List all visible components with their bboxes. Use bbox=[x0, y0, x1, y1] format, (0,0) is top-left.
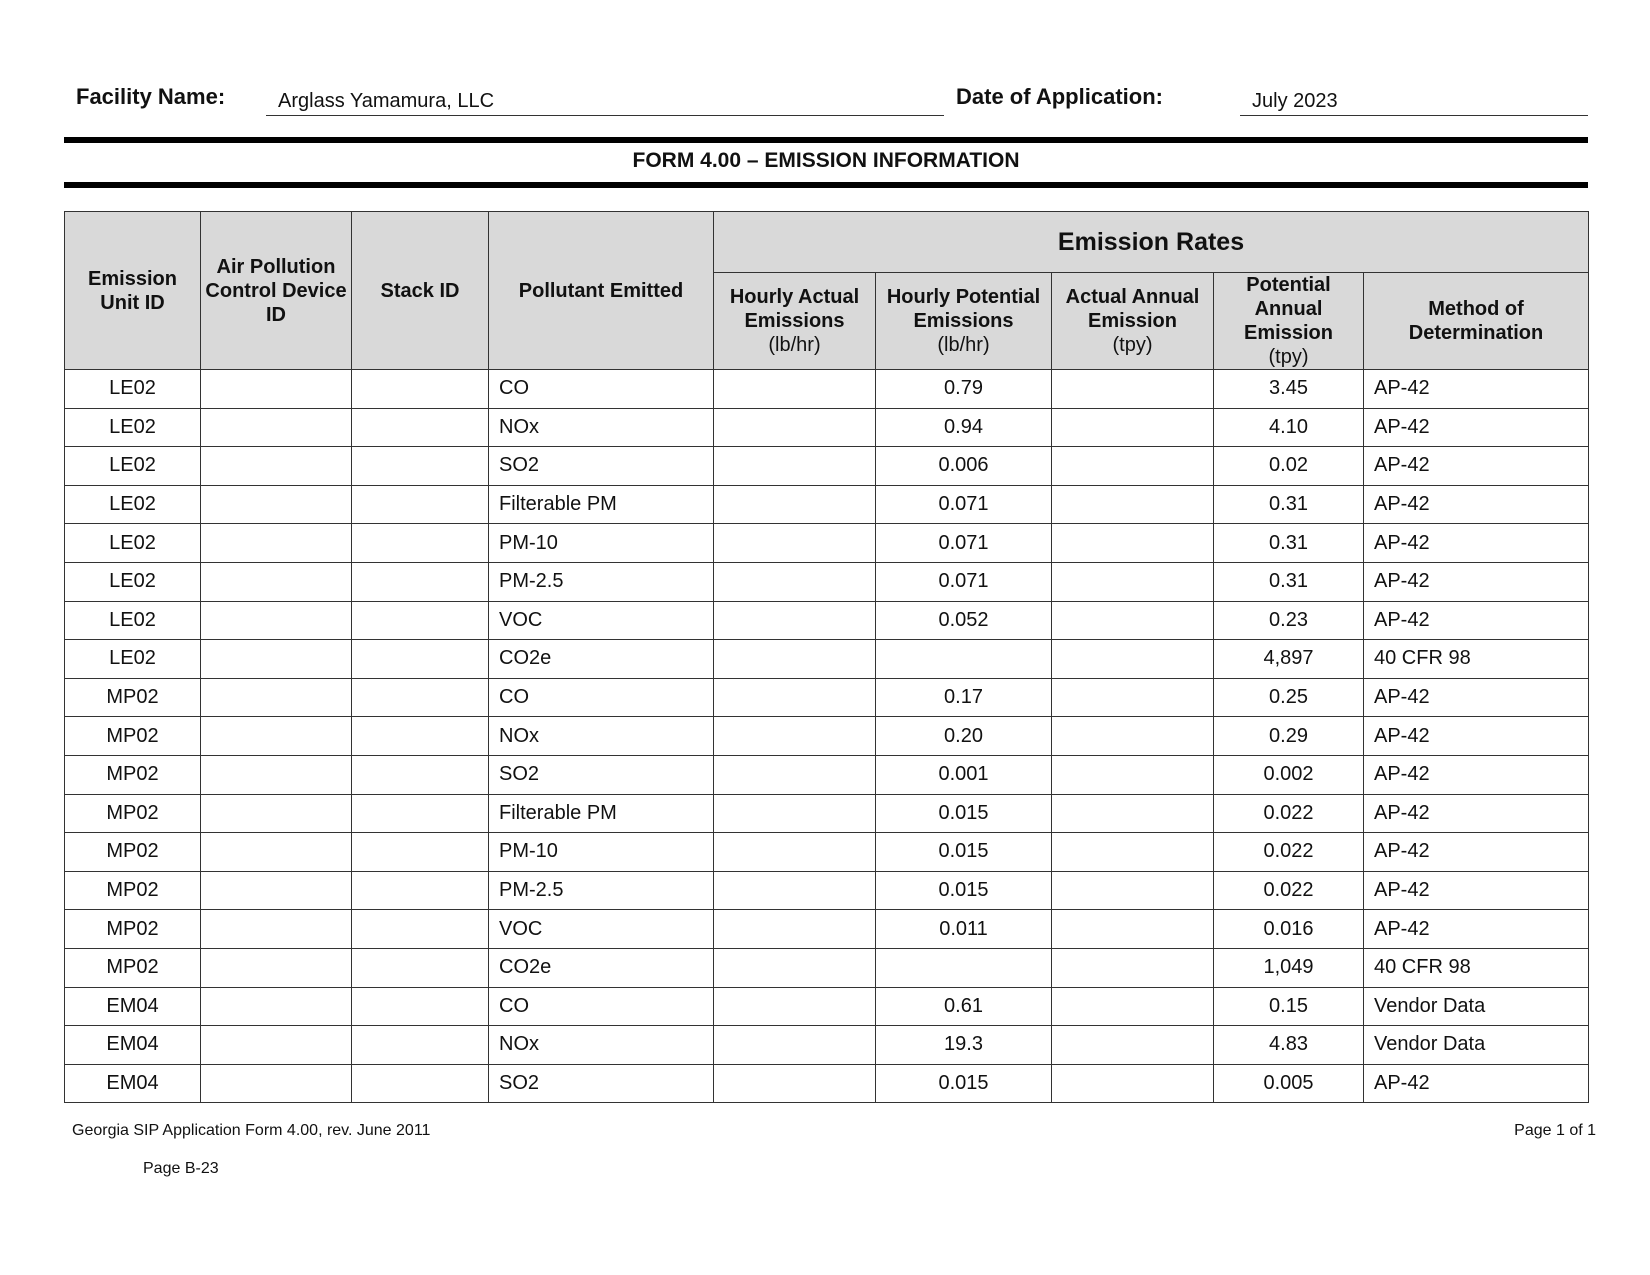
cell-apc-device-id bbox=[201, 755, 352, 794]
cell-method: AP-42 bbox=[1364, 447, 1589, 486]
cell-actual-annual bbox=[1052, 678, 1214, 717]
cell-potential-annual: 0.022 bbox=[1214, 794, 1364, 833]
top-divider bbox=[64, 137, 1588, 143]
cell-apc-device-id bbox=[201, 1064, 352, 1103]
cell-apc-device-id bbox=[201, 794, 352, 833]
facility-name-value: Arglass Yamamura, LLC bbox=[266, 90, 944, 116]
cell-pollutant: Filterable PM bbox=[489, 794, 714, 833]
cell-stack-id bbox=[352, 601, 489, 640]
cell-hourly-actual bbox=[714, 833, 876, 872]
header-emission-unit-id: Emission Unit ID bbox=[65, 212, 201, 370]
cell-stack-id bbox=[352, 755, 489, 794]
date-of-application-value: July 2023 bbox=[1240, 90, 1588, 116]
page-reference-footer: Page B-23 bbox=[143, 1160, 219, 1177]
cell-hourly-actual bbox=[714, 678, 876, 717]
cell-hourly-potential: 0.015 bbox=[876, 833, 1052, 872]
cell-actual-annual bbox=[1052, 1026, 1214, 1065]
cell-hourly-actual bbox=[714, 1064, 876, 1103]
cell-stack-id bbox=[352, 408, 489, 447]
cell-method: AP-42 bbox=[1364, 871, 1589, 910]
cell-potential-annual: 0.29 bbox=[1214, 717, 1364, 756]
cell-emission-unit-id: LE02 bbox=[65, 408, 201, 447]
header-actual-annual-unit: (tpy) bbox=[1112, 334, 1153, 356]
table-row bbox=[65, 524, 1589, 563]
cell-pollutant: PM-2.5 bbox=[489, 562, 714, 601]
cell-method: 40 CFR 98 bbox=[1364, 948, 1589, 987]
cell-emission-unit-id: LE02 bbox=[65, 601, 201, 640]
cell-stack-id bbox=[352, 987, 489, 1026]
cell-emission-unit-id: MP02 bbox=[65, 948, 201, 987]
cell-hourly-actual bbox=[714, 717, 876, 756]
cell-pollutant: NOx bbox=[489, 408, 714, 447]
cell-pollutant: CO bbox=[489, 678, 714, 717]
cell-stack-id bbox=[352, 910, 489, 949]
cell-stack-id bbox=[352, 524, 489, 563]
cell-pollutant: NOx bbox=[489, 717, 714, 756]
cell-pollutant: NOx bbox=[489, 1026, 714, 1065]
cell-potential-annual: 0.15 bbox=[1214, 987, 1364, 1026]
cell-actual-annual bbox=[1052, 447, 1214, 486]
cell-apc-device-id bbox=[201, 562, 352, 601]
cell-actual-annual bbox=[1052, 948, 1214, 987]
cell-pollutant: SO2 bbox=[489, 1064, 714, 1103]
cell-actual-annual bbox=[1052, 640, 1214, 679]
header-pollutant-emitted: Pollutant Emitted bbox=[489, 212, 714, 370]
cell-actual-annual bbox=[1052, 1064, 1214, 1103]
cell-emission-unit-id: LE02 bbox=[65, 485, 201, 524]
cell-actual-annual bbox=[1052, 833, 1214, 872]
cell-hourly-potential: 19.3 bbox=[876, 1026, 1052, 1065]
header-hourly-potential-text: Hourly Potential Emissions bbox=[886, 286, 1041, 332]
cell-apc-device-id bbox=[201, 833, 352, 872]
cell-hourly-potential bbox=[876, 640, 1052, 679]
cell-hourly-actual bbox=[714, 640, 876, 679]
cell-apc-device-id bbox=[201, 370, 352, 409]
cell-method: AP-42 bbox=[1364, 1064, 1589, 1103]
cell-hourly-potential: 0.071 bbox=[876, 485, 1052, 524]
header-hourly-actual-unit: (lb/hr) bbox=[768, 334, 821, 356]
cell-hourly-potential: 0.015 bbox=[876, 871, 1052, 910]
cell-hourly-actual bbox=[714, 447, 876, 486]
cell-method: Vendor Data bbox=[1364, 987, 1589, 1026]
table-row bbox=[65, 1026, 1589, 1065]
header-hourly-potential-unit: (lb/hr) bbox=[937, 334, 990, 356]
cell-apc-device-id bbox=[201, 948, 352, 987]
cell-pollutant: PM-10 bbox=[489, 524, 714, 563]
cell-actual-annual bbox=[1052, 717, 1214, 756]
header bbox=[64, 84, 1588, 114]
cell-apc-device-id bbox=[201, 678, 352, 717]
cell-hourly-potential: 0.94 bbox=[876, 408, 1052, 447]
cell-actual-annual bbox=[1052, 987, 1214, 1026]
cell-hourly-potential: 0.071 bbox=[876, 562, 1052, 601]
header-potential-annual bbox=[1214, 273, 1364, 370]
header-hourly-actual-text: Hourly Actual Emissions bbox=[729, 286, 860, 332]
facility-name-label: Facility Name: bbox=[76, 84, 226, 109]
cell-actual-annual bbox=[1052, 524, 1214, 563]
form-revision-footer: Georgia SIP Application Form 4.00, rev. June 2011 bbox=[72, 1122, 431, 1139]
cell-hourly-actual bbox=[714, 370, 876, 409]
cell-method: AP-42 bbox=[1364, 408, 1589, 447]
header-emission-rates: Emission Rates bbox=[714, 212, 1589, 273]
cell-potential-annual: 4.10 bbox=[1214, 408, 1364, 447]
table-row bbox=[65, 408, 1589, 447]
cell-hourly-potential: 0.001 bbox=[876, 755, 1052, 794]
cell-actual-annual bbox=[1052, 794, 1214, 833]
table-row bbox=[65, 485, 1589, 524]
cell-actual-annual bbox=[1052, 485, 1214, 524]
table-row bbox=[65, 601, 1589, 640]
header-hourly-potential bbox=[876, 273, 1052, 370]
cell-method: AP-42 bbox=[1364, 485, 1589, 524]
cell-potential-annual: 3.45 bbox=[1214, 370, 1364, 409]
cell-stack-id bbox=[352, 640, 489, 679]
cell-hourly-potential: 0.052 bbox=[876, 601, 1052, 640]
table-row bbox=[65, 833, 1589, 872]
cell-stack-id bbox=[352, 485, 489, 524]
cell-method: AP-42 bbox=[1364, 717, 1589, 756]
cell-hourly-potential: 0.79 bbox=[876, 370, 1052, 409]
cell-emission-unit-id: EM04 bbox=[65, 1026, 201, 1065]
cell-pollutant: Filterable PM bbox=[489, 485, 714, 524]
cell-potential-annual: 0.25 bbox=[1214, 678, 1364, 717]
cell-method: Vendor Data bbox=[1364, 1026, 1589, 1065]
cell-pollutant: CO bbox=[489, 987, 714, 1026]
cell-emission-unit-id: MP02 bbox=[65, 871, 201, 910]
cell-pollutant: PM-2.5 bbox=[489, 871, 714, 910]
cell-emission-unit-id: EM04 bbox=[65, 987, 201, 1026]
cell-pollutant: PM-10 bbox=[489, 833, 714, 872]
cell-apc-device-id bbox=[201, 447, 352, 486]
cell-apc-device-id bbox=[201, 408, 352, 447]
emission-table-body bbox=[65, 370, 1589, 1103]
cell-potential-annual: 0.002 bbox=[1214, 755, 1364, 794]
cell-apc-device-id bbox=[201, 524, 352, 563]
cell-potential-annual: 0.31 bbox=[1214, 485, 1364, 524]
cell-emission-unit-id: LE02 bbox=[65, 562, 201, 601]
cell-apc-device-id bbox=[201, 871, 352, 910]
header-hourly-actual bbox=[714, 273, 876, 370]
cell-apc-device-id bbox=[201, 910, 352, 949]
cell-actual-annual bbox=[1052, 601, 1214, 640]
cell-pollutant: CO bbox=[489, 370, 714, 409]
cell-method: AP-42 bbox=[1364, 794, 1589, 833]
table-row bbox=[65, 717, 1589, 756]
cell-method: AP-42 bbox=[1364, 562, 1589, 601]
emission-table bbox=[64, 211, 1589, 1103]
cell-potential-annual: 1,049 bbox=[1214, 948, 1364, 987]
cell-hourly-actual bbox=[714, 408, 876, 447]
header-potential-annual-unit: (tpy) bbox=[1268, 346, 1309, 368]
cell-potential-annual: 0.31 bbox=[1214, 562, 1364, 601]
cell-emission-unit-id: MP02 bbox=[65, 717, 201, 756]
table-row bbox=[65, 1064, 1589, 1103]
cell-actual-annual bbox=[1052, 562, 1214, 601]
cell-pollutant: VOC bbox=[489, 910, 714, 949]
table-row bbox=[65, 948, 1589, 987]
cell-pollutant: SO2 bbox=[489, 755, 714, 794]
cell-hourly-actual bbox=[714, 601, 876, 640]
cell-method: AP-42 bbox=[1364, 524, 1589, 563]
cell-hourly-actual bbox=[714, 871, 876, 910]
cell-method: AP-42 bbox=[1364, 601, 1589, 640]
cell-method: AP-42 bbox=[1364, 678, 1589, 717]
cell-stack-id bbox=[352, 678, 489, 717]
header-method-of-determination: Method of Determination bbox=[1364, 273, 1589, 370]
cell-hourly-actual bbox=[714, 562, 876, 601]
cell-hourly-potential: 0.20 bbox=[876, 717, 1052, 756]
cell-hourly-actual bbox=[714, 987, 876, 1026]
cell-hourly-potential: 0.17 bbox=[876, 678, 1052, 717]
cell-potential-annual: 4,897 bbox=[1214, 640, 1364, 679]
cell-stack-id bbox=[352, 562, 489, 601]
cell-hourly-potential: 0.61 bbox=[876, 987, 1052, 1026]
cell-emission-unit-id: LE02 bbox=[65, 447, 201, 486]
cell-apc-device-id bbox=[201, 987, 352, 1026]
date-of-application-label: Date of Application: bbox=[956, 84, 1163, 109]
cell-hourly-potential: 0.006 bbox=[876, 447, 1052, 486]
cell-emission-unit-id: MP02 bbox=[65, 755, 201, 794]
cell-potential-annual: 0.02 bbox=[1214, 447, 1364, 486]
cell-hourly-actual bbox=[714, 948, 876, 987]
header-apc-device-id: Air Pollution Control Device ID bbox=[201, 212, 352, 370]
cell-hourly-potential: 0.011 bbox=[876, 910, 1052, 949]
cell-emission-unit-id: MP02 bbox=[65, 794, 201, 833]
cell-emission-unit-id: LE02 bbox=[65, 524, 201, 563]
cell-pollutant: CO2e bbox=[489, 640, 714, 679]
table-row bbox=[65, 640, 1589, 679]
cell-apc-device-id bbox=[201, 601, 352, 640]
cell-potential-annual: 0.23 bbox=[1214, 601, 1364, 640]
cell-apc-device-id bbox=[201, 1026, 352, 1065]
cell-hourly-actual bbox=[714, 524, 876, 563]
header-actual-annual-text: Actual Annual Emission bbox=[1065, 286, 1200, 332]
table-row bbox=[65, 678, 1589, 717]
cell-stack-id bbox=[352, 1026, 489, 1065]
page-count-footer: Page 1 of 1 bbox=[1514, 1122, 1596, 1139]
cell-emission-unit-id: LE02 bbox=[65, 640, 201, 679]
cell-hourly-actual bbox=[714, 910, 876, 949]
table-row bbox=[65, 910, 1589, 949]
cell-apc-device-id bbox=[201, 640, 352, 679]
cell-stack-id bbox=[352, 871, 489, 910]
cell-method: AP-42 bbox=[1364, 370, 1589, 409]
table-row bbox=[65, 794, 1589, 833]
cell-stack-id bbox=[352, 794, 489, 833]
cell-method: AP-42 bbox=[1364, 910, 1589, 949]
cell-emission-unit-id: MP02 bbox=[65, 910, 201, 949]
cell-method: 40 CFR 98 bbox=[1364, 640, 1589, 679]
cell-actual-annual bbox=[1052, 871, 1214, 910]
cell-emission-unit-id: EM04 bbox=[65, 1064, 201, 1103]
cell-actual-annual bbox=[1052, 408, 1214, 447]
cell-apc-device-id bbox=[201, 485, 352, 524]
cell-hourly-potential: 0.015 bbox=[876, 1064, 1052, 1103]
cell-stack-id bbox=[352, 1064, 489, 1103]
cell-pollutant: VOC bbox=[489, 601, 714, 640]
header-potential-annual-text: Potential Annual Emission bbox=[1244, 274, 1333, 344]
cell-hourly-actual bbox=[714, 485, 876, 524]
cell-pollutant: SO2 bbox=[489, 447, 714, 486]
cell-stack-id bbox=[352, 833, 489, 872]
cell-emission-unit-id: LE02 bbox=[65, 370, 201, 409]
table-row bbox=[65, 871, 1589, 910]
header-stack-id: Stack ID bbox=[352, 212, 489, 370]
bottom-divider bbox=[64, 182, 1588, 188]
cell-method: AP-42 bbox=[1364, 755, 1589, 794]
table-row bbox=[65, 755, 1589, 794]
cell-method: AP-42 bbox=[1364, 833, 1589, 872]
cell-stack-id bbox=[352, 948, 489, 987]
cell-potential-annual: 0.022 bbox=[1214, 833, 1364, 872]
cell-hourly-actual bbox=[714, 1026, 876, 1065]
form-title: FORM 4.00 – EMISSION INFORMATION bbox=[632, 149, 1020, 172]
cell-hourly-actual bbox=[714, 755, 876, 794]
cell-actual-annual bbox=[1052, 910, 1214, 949]
cell-stack-id bbox=[352, 370, 489, 409]
cell-pollutant: CO2e bbox=[489, 948, 714, 987]
cell-potential-annual: 0.016 bbox=[1214, 910, 1364, 949]
cell-potential-annual: 4.83 bbox=[1214, 1026, 1364, 1065]
cell-potential-annual: 0.31 bbox=[1214, 524, 1364, 563]
cell-stack-id bbox=[352, 447, 489, 486]
header-actual-annual bbox=[1052, 273, 1214, 370]
cell-potential-annual: 0.005 bbox=[1214, 1064, 1364, 1103]
cell-hourly-potential: 0.071 bbox=[876, 524, 1052, 563]
cell-apc-device-id bbox=[201, 717, 352, 756]
cell-emission-unit-id: MP02 bbox=[65, 833, 201, 872]
cell-hourly-potential: 0.015 bbox=[876, 794, 1052, 833]
cell-potential-annual: 0.022 bbox=[1214, 871, 1364, 910]
table-row bbox=[65, 370, 1589, 409]
cell-stack-id bbox=[352, 717, 489, 756]
cell-actual-annual bbox=[1052, 370, 1214, 409]
cell-emission-unit-id: MP02 bbox=[65, 678, 201, 717]
table-row bbox=[65, 562, 1589, 601]
table-row bbox=[65, 987, 1589, 1026]
cell-hourly-potential bbox=[876, 948, 1052, 987]
table-row bbox=[65, 447, 1589, 486]
cell-actual-annual bbox=[1052, 755, 1214, 794]
cell-hourly-actual bbox=[714, 794, 876, 833]
